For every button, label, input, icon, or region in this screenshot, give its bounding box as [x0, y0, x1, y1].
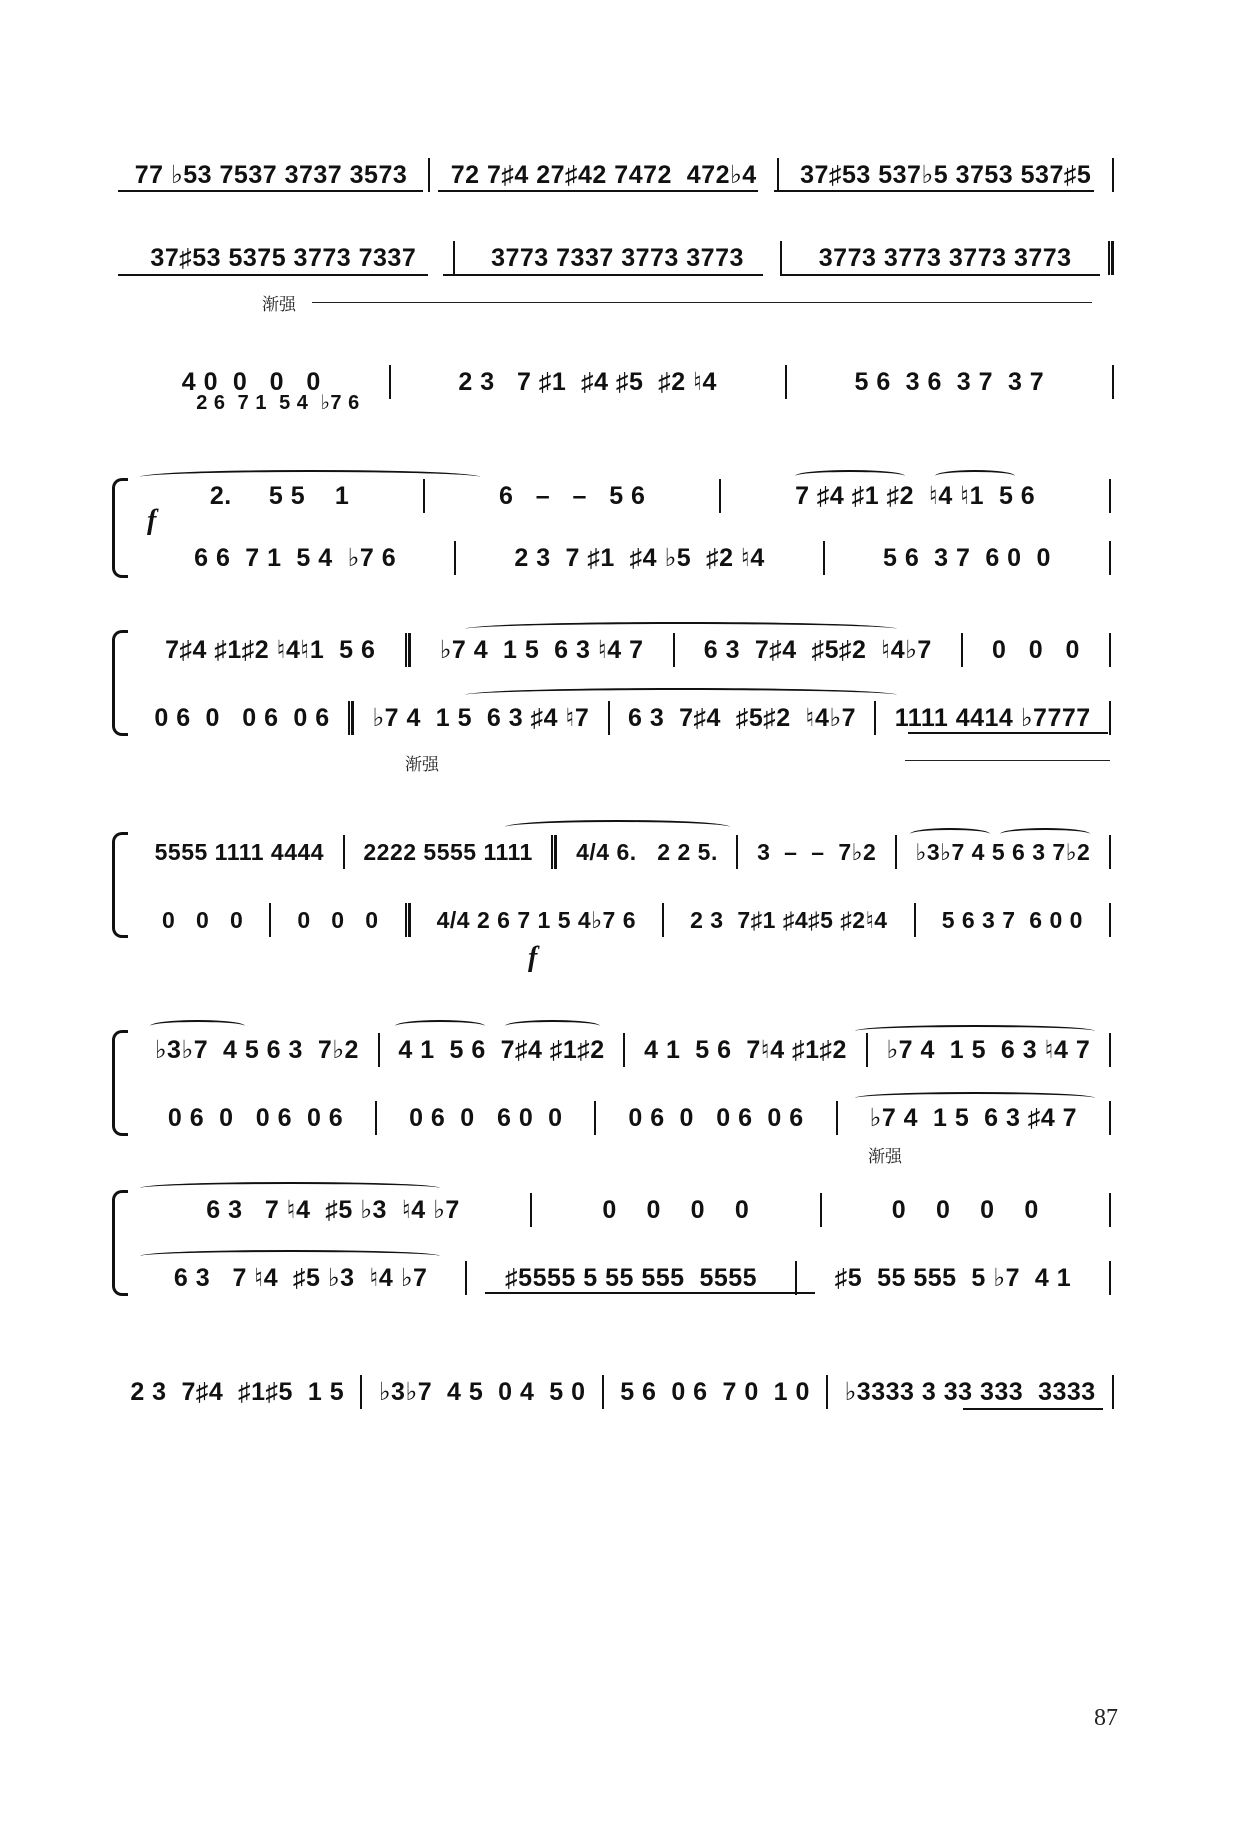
measure: 37♯53 537♭5 3753 537♯5: [800, 161, 1092, 189]
barline: [1109, 1033, 1111, 1067]
barline: [343, 835, 345, 869]
system-brace: [112, 630, 128, 736]
measure: 2 6 7 1 5 4 ♭7 6: [196, 392, 360, 414]
measure: 3773 7337 3773 3773: [491, 244, 744, 272]
barline: [914, 903, 916, 937]
score-line-8-lower: [140, 1258, 1115, 1298]
measure: 72 7♯4 27♯42 7472 472♭4: [450, 161, 757, 189]
measure: 4 1 5 6 7♮4 ♯1♯2: [644, 1036, 847, 1064]
barline: [360, 1375, 362, 1409]
measure: ♭7 4 1 5 6 3 ♮4 7: [886, 1036, 1091, 1064]
measure: 6 3 7 ♮4 ♯5 ♭3 ♮4 ♭7: [173, 1264, 428, 1292]
barline: [423, 479, 425, 513]
notation: [140, 630, 1115, 670]
measure: 7♯4 ♯1♯2 ♮4♮1 5 6: [165, 636, 376, 664]
barline: [602, 1375, 604, 1409]
barline: [530, 1193, 532, 1227]
notation: [140, 1030, 1115, 1070]
barline: [375, 1101, 377, 1135]
score-line-2: [118, 238, 1118, 278]
measure: ♯5555 5 55 555 5555: [505, 1264, 758, 1292]
measure: 0 0 0: [162, 907, 244, 933]
measure: 2 3 7 ♯1 ♯4 ♭5 ♯2 ♮4: [514, 544, 765, 572]
score-line-7-lower: [140, 1098, 1115, 1138]
notation: [118, 238, 1118, 278]
measure: ♭3♭7 4 5 6 3 7♭2: [915, 839, 1091, 865]
measure: 0 6 0 6 0 0: [409, 1104, 563, 1132]
score-line-7-upper: [140, 1030, 1115, 1070]
measure: ♭7 4 1 5 6 3 ♯4 7: [869, 1104, 1078, 1132]
barline: [1109, 835, 1111, 869]
barline: [785, 365, 787, 399]
measure: 4/4 2 6 7 1 5 4♭7 6: [436, 907, 637, 933]
measure: ♯5 55 555 5 ♭7 4 1: [834, 1264, 1072, 1292]
barline: [1109, 701, 1111, 735]
measure: ♭3♭7 4 5 6 3 7♭2: [154, 1036, 359, 1064]
measure: 6 3 7♯4 ♯5♯2 ♮4♭7: [703, 636, 932, 664]
notation: [118, 155, 1118, 195]
barline: [1109, 633, 1111, 667]
measure: 4/4 6. 2 2 5.: [576, 839, 718, 865]
score-line-8-upper: [140, 1190, 1115, 1230]
barline: [826, 1375, 828, 1409]
score-line-5-upper: [140, 630, 1115, 670]
barline: [405, 633, 411, 667]
score-line-6-lower: [140, 900, 1115, 940]
score-line-1: [118, 155, 1118, 195]
measure: 0 0 0: [297, 907, 379, 933]
measure: 6 – – 5 6: [498, 482, 646, 510]
score-line-5-lower: [140, 698, 1115, 738]
measure: 2. 5 5 1: [209, 482, 350, 510]
measure: 2 3 7♯1 ♯4♯5 ♯2♮4: [690, 907, 888, 933]
measure: 0 0 0 0: [891, 1196, 1039, 1224]
lower-voice: [118, 388, 438, 418]
measure: 5555 1111 4444: [154, 839, 325, 865]
barline: [719, 479, 721, 513]
page-number: 87: [1094, 1705, 1118, 1731]
barline: [1109, 479, 1111, 513]
barline: [866, 1033, 868, 1067]
barline: [1112, 365, 1114, 399]
barline: [465, 1261, 467, 1295]
barline: [874, 701, 876, 735]
measure: 7 ♯4 ♯1 ♯2 ♮4 ♮1 5 6: [795, 482, 1036, 510]
barline: [1109, 541, 1111, 575]
barline: [594, 1101, 596, 1135]
measure: ♭7 4 1 5 6 3 ♯4 ♮7: [372, 704, 590, 732]
barline: [895, 835, 897, 869]
barline: [780, 241, 782, 275]
notation: [140, 476, 1115, 516]
measure: 0 6 0 0 6 0 6: [154, 704, 330, 732]
system-brace: [112, 478, 128, 578]
notation: [140, 1098, 1115, 1138]
barline: [961, 633, 963, 667]
measure: 0 6 0 0 6 0 6: [167, 1104, 344, 1132]
double-barline: [1108, 241, 1114, 275]
barline: [623, 1033, 625, 1067]
score-line-4-lower: [140, 538, 1115, 578]
barline: [1109, 1261, 1111, 1295]
measure: 6 3 7♯4 ♯5♯2 ♮4♭7: [628, 704, 857, 732]
measure: ♭3333 3 33 333 3333: [844, 1378, 1096, 1406]
measure: 0 6 0 0 6 0 6: [628, 1104, 804, 1132]
barline: [836, 1101, 838, 1135]
barline: [269, 903, 271, 937]
barline: [736, 835, 738, 869]
barline: [795, 1261, 797, 1295]
dynamic-forte: f: [147, 505, 157, 536]
notation: [140, 900, 1115, 940]
crescendo-label: 渐强: [868, 1147, 902, 1167]
barline: [405, 903, 411, 937]
measure: 2222 5555 1111: [363, 839, 533, 865]
system-brace: [112, 1030, 128, 1136]
measure: 0 0 0 0: [602, 1196, 750, 1224]
barline: [1112, 1375, 1114, 1409]
system-brace: [112, 832, 128, 938]
barline: [1112, 158, 1114, 192]
barline: [823, 541, 825, 575]
barline: [428, 158, 430, 192]
score-line-9: [118, 1372, 1118, 1412]
measure: 5 6 3 7 6 0 0: [941, 907, 1083, 933]
score-line-4-upper: [140, 476, 1115, 516]
barline: [820, 1193, 822, 1227]
crescendo-label: 渐强: [405, 755, 439, 775]
barline: [453, 241, 455, 275]
system-brace: [112, 1190, 128, 1296]
measure: 6 3 7 ♮4 ♯5 ♭3 ♮4 ♭7: [206, 1196, 460, 1224]
measure: 0 0 0: [992, 636, 1080, 664]
notation: [140, 538, 1115, 578]
crescendo-line: [312, 302, 1092, 303]
notation: [140, 832, 1115, 872]
score-line-6-upper: [140, 832, 1115, 872]
measure: 4 0 0 0 0: [181, 368, 321, 396]
barline: [378, 1033, 380, 1067]
barline: [1109, 1193, 1111, 1227]
measure: 77 ♭53 7537 3737 3573: [134, 161, 408, 189]
barline: [608, 701, 610, 735]
measure: 6 6 7 1 5 4 ♭7 6: [194, 544, 397, 572]
barline: [662, 903, 664, 937]
measure: ♭7 4 1 5 6 3 ♮4 7: [439, 636, 644, 664]
measure: 2 3 7♯4 ♯1♯5 1 5: [130, 1378, 345, 1406]
barline: [454, 541, 456, 575]
measure: 5 6 3 7 6 0 0: [883, 544, 1051, 572]
crescendo-hairpin: [905, 760, 1110, 761]
measure: 37♯53 5375 3773 7337: [150, 244, 417, 272]
notation: [140, 1190, 1115, 1230]
notation: [118, 1372, 1118, 1412]
measure: 1111 4414 ♭7777: [894, 704, 1091, 732]
measure: 5 6 0 6 7 0 1 0: [620, 1378, 810, 1406]
measure: 5 6 3 6 3 7 3 7: [854, 368, 1045, 396]
barline: [348, 701, 354, 735]
barline: [1109, 903, 1111, 937]
measure: 2 3 7 ♯1 ♯4 ♯5 ♯2 ♮4: [458, 368, 717, 396]
measure: 4 1 5 6 7♯4 ♯1♯2: [398, 1036, 605, 1064]
barline: [777, 158, 779, 192]
crescendo-label: 渐强: [262, 295, 296, 315]
dynamic-forte: f: [528, 942, 538, 973]
barline: [551, 835, 557, 869]
barline: [673, 633, 675, 667]
barline: [1109, 1101, 1111, 1135]
measure: 3 – – 7♭2: [757, 839, 877, 865]
measure: 3773 3773 3773 3773: [818, 244, 1072, 272]
measure: ♭3♭7 4 5 0 4 5 0: [378, 1378, 586, 1406]
